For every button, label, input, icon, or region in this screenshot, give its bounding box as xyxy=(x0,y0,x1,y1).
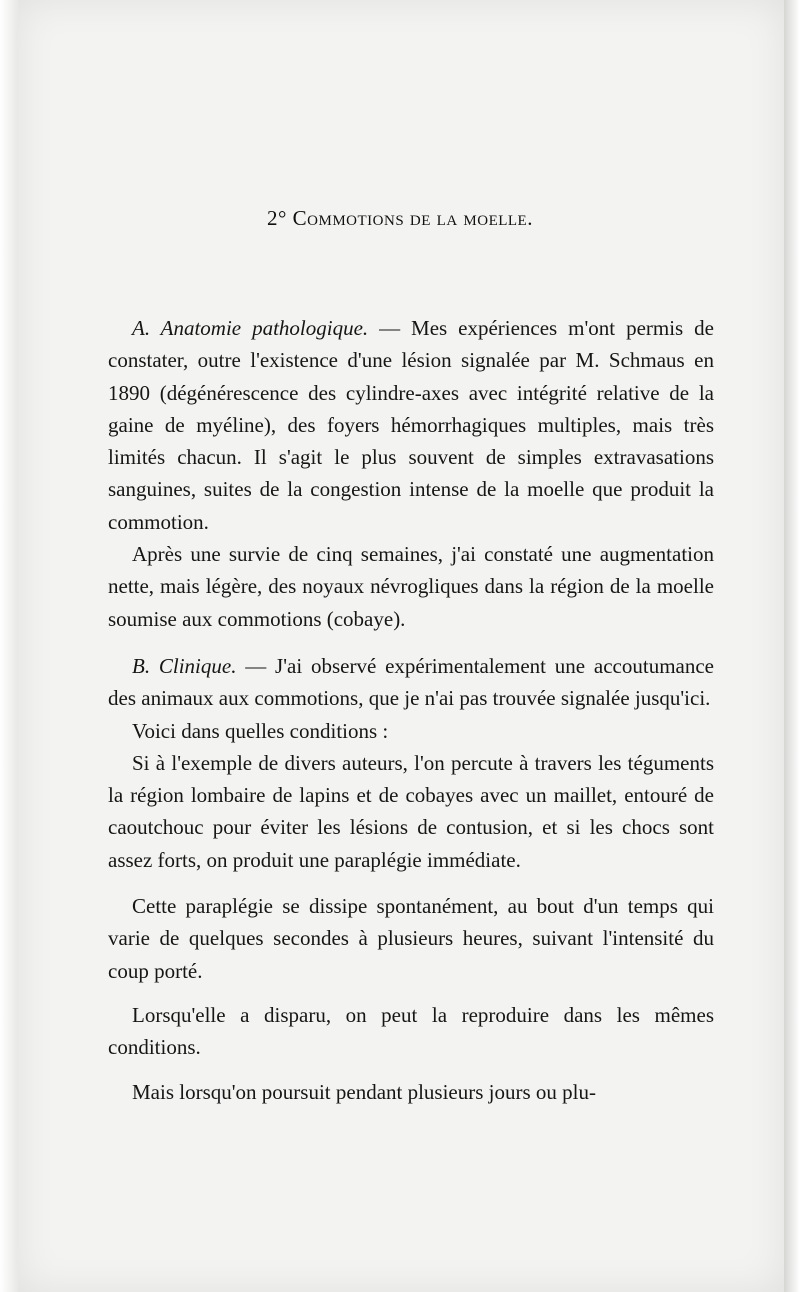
page-edge-right xyxy=(784,0,800,1292)
body-text xyxy=(108,312,714,1108)
paragraph-survie: Après une survie de cinq semaines, j'ai constaté une augmentation nette, mais légère, des noyaux névrogliques dans la région de la moelle soumise aux commotions (cobaye). xyxy=(108,542,714,631)
section-heading: 2° Commotions de la moelle. xyxy=(267,206,533,230)
paragraph-clinique xyxy=(108,650,714,715)
paragraph-anatomie-label: A. Anatomie pathologique. xyxy=(132,316,369,340)
paragraph-reproduction: Lorsqu'elle a disparu, on peut la reproduire dans les mêmes conditions. xyxy=(108,1002,714,1060)
paragraph-dissipation: Cette paraplégie se dissipe spontanément, au bout d'un temps qui varie de quelques secondes à plusieurs heures, suivant l'intensité du coup porté. xyxy=(108,894,714,983)
paragraph-poursuite: Mais lorsqu'on poursuit pendant plusieurs jours ou plu- xyxy=(132,1079,596,1104)
paragraph-anatomie-text: — Mes expériences m'ont permis de constater, outre l'existence d'une lésion signalée par M. Schmaus en 1890 (dégénérescence des cylindre-axes avec intégrité relative de la gaine de myéline), des foyers hémorrhagiques multiples, mais très limités chacun. Il s'agit le plus souvent de simples extravasations sanguines, suites de la congestion intense de la moelle que produit la commotion. xyxy=(108,316,714,534)
paragraph-clinique-label: B. Clinique. xyxy=(132,653,237,678)
paragraph-conditions: Voici dans quelles conditions : xyxy=(132,718,389,743)
page-edge-left xyxy=(0,0,18,1292)
paragraph-percussion: Si à l'exemple de divers auteurs, l'on percute à travers les téguments la région lombaire de lapins et de cobayes avec un maillet, entouré de caoutchouc pour éviter les lésions de contusion, et si les chocs sont assez forts, on produit une paraplégie immédiate. xyxy=(108,750,714,872)
paragraph-clinique-text: — J'ai observé expérimentalement une accoutumance des animaux aux commotions, que je n'ai pas trouvée signalée jusqu'ici. xyxy=(108,653,714,711)
paragraph-anatomie xyxy=(108,312,714,538)
